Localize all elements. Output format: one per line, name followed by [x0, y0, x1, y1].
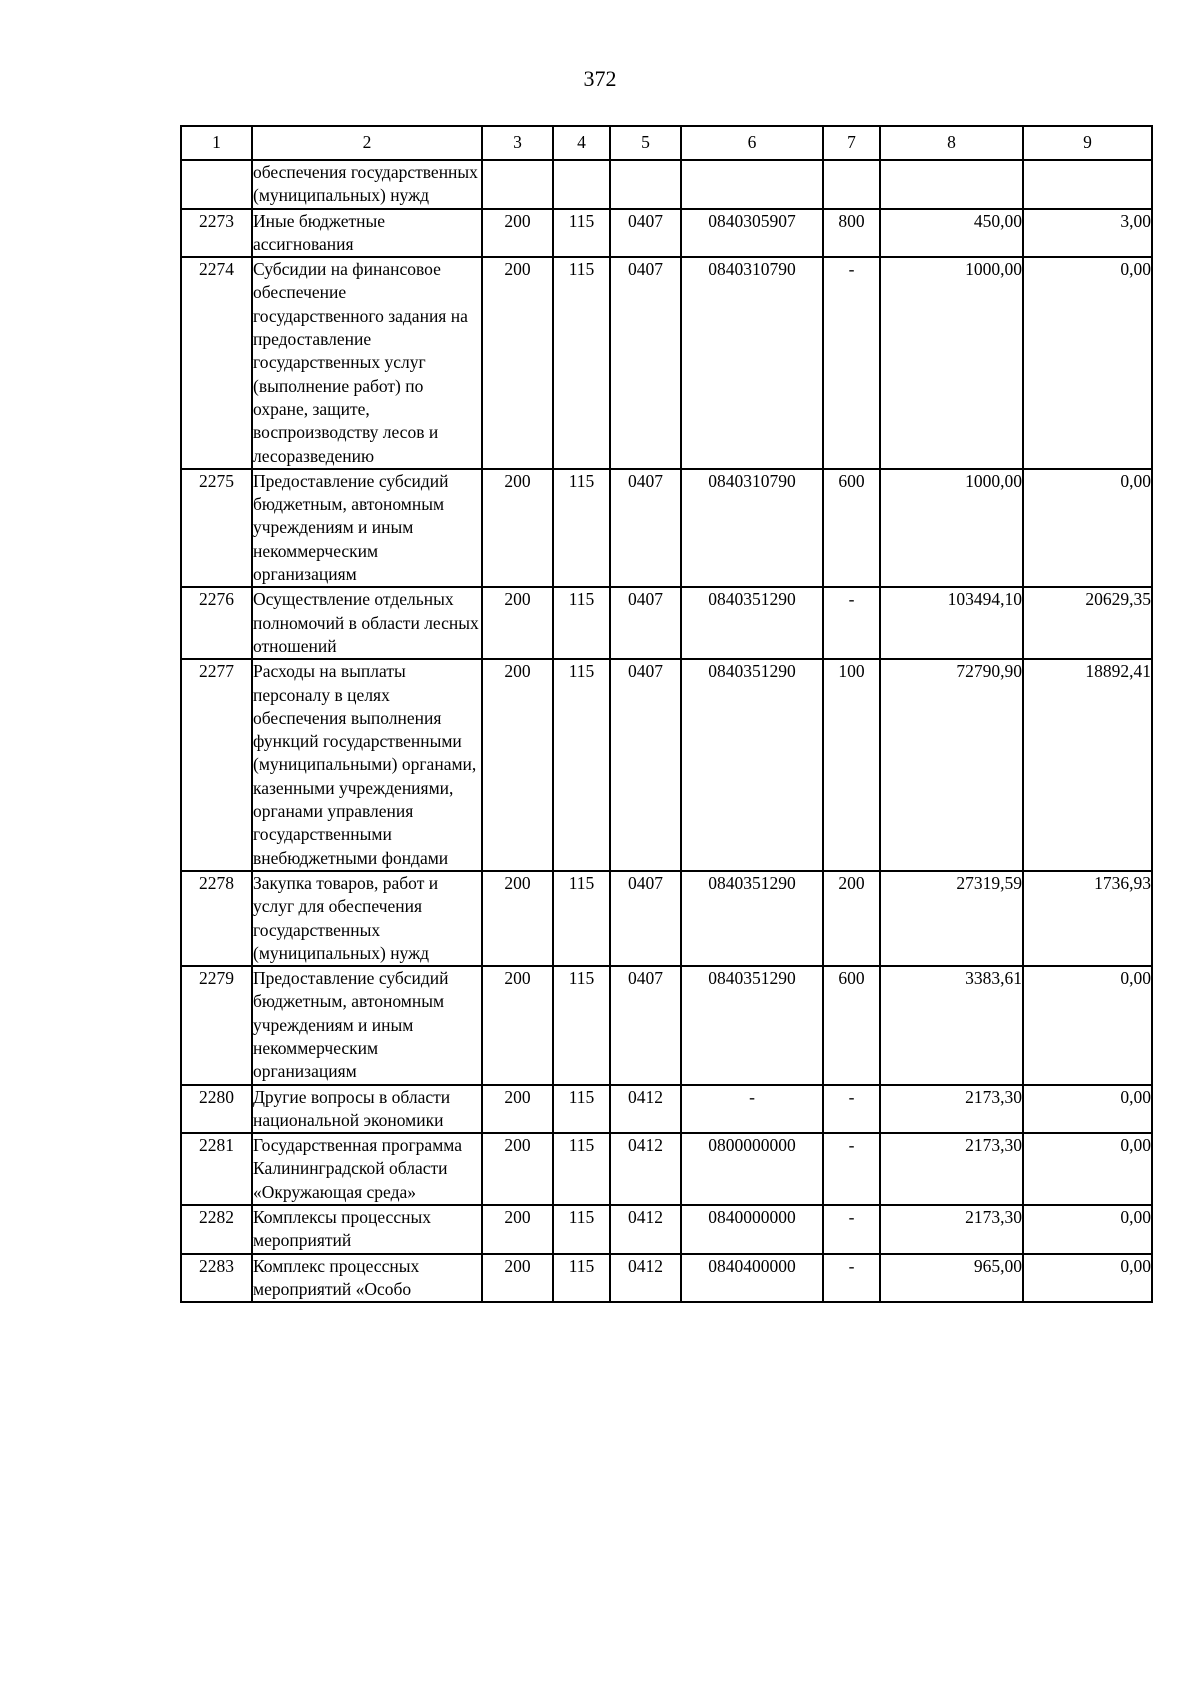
header-row [181, 126, 1152, 160]
row-number: 2278 [181, 871, 252, 966]
cell-col4: 115 [553, 1205, 610, 1254]
cell-col4 [553, 160, 610, 209]
cell-col3: 200 [482, 1085, 553, 1134]
cell-col9: 0,00 [1023, 966, 1152, 1084]
cell-col5: 0407 [610, 966, 681, 1084]
cell-col6: 0840351290 [681, 966, 823, 1084]
cell-col3: 200 [482, 1205, 553, 1254]
column-header: 7 [823, 126, 880, 160]
table-row [181, 257, 1152, 469]
row-description: Иные бюджетные ассигнования [252, 209, 482, 258]
cell-col7: 200 [823, 871, 880, 966]
cell-col4: 115 [553, 1133, 610, 1205]
cell-col7 [823, 160, 880, 209]
cell-col5: 0407 [610, 257, 681, 469]
cell-col8: 3383,61 [880, 966, 1023, 1084]
cell-col8: 72790,90 [880, 659, 1023, 871]
cell-col9: 0,00 [1023, 1205, 1152, 1254]
cell-col9: 3,00 [1023, 209, 1152, 258]
cell-col5 [610, 160, 681, 209]
cell-col9: 0,00 [1023, 1254, 1152, 1303]
cell-col6 [681, 160, 823, 209]
page-number: 372 [583, 66, 617, 91]
cell-col4: 115 [553, 257, 610, 469]
column-header: 9 [1023, 126, 1152, 160]
cell-col8: 1000,00 [880, 469, 1023, 587]
cell-col6: - [681, 1085, 823, 1134]
row-description: Закупка товаров, работ и услуг для обеспечения государственных (муниципальных) нужд [252, 871, 482, 966]
cell-col7: - [823, 1254, 880, 1303]
cell-col4: 115 [553, 209, 610, 258]
table-row [181, 659, 1152, 871]
cell-col4: 115 [553, 966, 610, 1084]
row-number: 2273 [181, 209, 252, 258]
cell-col9: 0,00 [1023, 1085, 1152, 1134]
row-number: 2275 [181, 469, 252, 587]
table-row [181, 1085, 1152, 1134]
cell-col9: 20629,35 [1023, 587, 1152, 659]
table-row [181, 1254, 1152, 1303]
cell-col6: 0840351290 [681, 659, 823, 871]
cell-col3 [482, 160, 553, 209]
cell-col7: - [823, 1085, 880, 1134]
cell-col8 [880, 160, 1023, 209]
table-row [181, 587, 1152, 659]
cell-col6: 0840310790 [681, 469, 823, 587]
row-description: Осуществление отдельных полномочий в области лесных отношений [252, 587, 482, 659]
cell-col4: 115 [553, 1254, 610, 1303]
table-row [181, 1205, 1152, 1254]
cell-col6: 0840305907 [681, 209, 823, 258]
row-description: Государственная программа Калининградской области «Окружающая среда» [252, 1133, 482, 1205]
cell-col5: 0407 [610, 871, 681, 966]
cell-col3: 200 [482, 1254, 553, 1303]
row-description: Предоставление субсидий бюджетным, автономным учреждениям и иным некоммерческим организациям [252, 469, 482, 587]
cell-col4: 115 [553, 469, 610, 587]
cell-col6: 0840351290 [681, 871, 823, 966]
table-row [181, 469, 1152, 587]
row-description: Другие вопросы в области национальной экономики [252, 1085, 482, 1134]
cell-col6: 0840310790 [681, 257, 823, 469]
cell-col5: 0412 [610, 1085, 681, 1134]
cell-col5: 0412 [610, 1254, 681, 1303]
cell-col3: 200 [482, 966, 553, 1084]
cell-col3: 200 [482, 1133, 553, 1205]
cell-col9: 18892,41 [1023, 659, 1152, 871]
row-description: Расходы на выплаты персоналу в целях обеспечения выполнения функций государственными (муниципальными) органами, казенными учреждениями, органами управления государственными внебюджетными фондами [252, 659, 482, 871]
cell-col8: 2173,30 [880, 1133, 1023, 1205]
cell-col3: 200 [482, 257, 553, 469]
cell-col7: 600 [823, 966, 880, 1084]
cell-col4: 115 [553, 587, 610, 659]
cell-col8: 1000,00 [880, 257, 1023, 469]
row-description: обеспечения государственных (муниципальных) нужд [252, 160, 482, 209]
row-number: 2279 [181, 966, 252, 1084]
table-row [181, 160, 1152, 209]
column-header: 1 [181, 126, 252, 160]
cell-col8: 27319,59 [880, 871, 1023, 966]
cell-col3: 200 [482, 659, 553, 871]
cell-col7: - [823, 587, 880, 659]
row-number: 2277 [181, 659, 252, 871]
cell-col7: - [823, 1205, 880, 1254]
cell-col3: 200 [482, 871, 553, 966]
cell-col7: - [823, 1133, 880, 1205]
cell-col3: 200 [482, 469, 553, 587]
row-number: 2276 [181, 587, 252, 659]
row-number: 2274 [181, 257, 252, 469]
row-number: 2282 [181, 1205, 252, 1254]
column-header: 8 [880, 126, 1023, 160]
cell-col7: 600 [823, 469, 880, 587]
cell-col8: 2173,30 [880, 1085, 1023, 1134]
row-description: Предоставление субсидий бюджетным, автономным учреждениям и иным некоммерческим организациям [252, 966, 482, 1084]
table-row [181, 1133, 1152, 1205]
row-number: 2280 [181, 1085, 252, 1134]
cell-col8: 103494,10 [880, 587, 1023, 659]
cell-col7: - [823, 257, 880, 469]
cell-col8: 965,00 [880, 1254, 1023, 1303]
table-row [181, 209, 1152, 258]
column-header: 5 [610, 126, 681, 160]
cell-col9 [1023, 160, 1152, 209]
cell-col7: 800 [823, 209, 880, 258]
cell-col4: 115 [553, 871, 610, 966]
column-header: 6 [681, 126, 823, 160]
column-header: 4 [553, 126, 610, 160]
cell-col8: 2173,30 [880, 1205, 1023, 1254]
cell-col4: 115 [553, 659, 610, 871]
row-number [181, 160, 252, 209]
cell-col9: 0,00 [1023, 257, 1152, 469]
table-row [181, 871, 1152, 966]
cell-col5: 0407 [610, 469, 681, 587]
cell-col4: 115 [553, 1085, 610, 1134]
row-description: Комплекс процессных мероприятий «Особо [252, 1254, 482, 1303]
row-number: 2283 [181, 1254, 252, 1303]
table-row [181, 966, 1152, 1084]
budget-table [180, 125, 1153, 1303]
cell-col5: 0407 [610, 587, 681, 659]
row-number: 2281 [181, 1133, 252, 1205]
cell-col9: 0,00 [1023, 1133, 1152, 1205]
cell-col5: 0407 [610, 659, 681, 871]
cell-col6: 0840400000 [681, 1254, 823, 1303]
row-description: Субсидии на финансовое обеспечение государственного задания на предоставление государственных услуг (выполнение работ) по охране, защите, воспроизводству лесов и лесоразведению [252, 257, 482, 469]
cell-col8: 450,00 [880, 209, 1023, 258]
cell-col5: 0412 [610, 1133, 681, 1205]
cell-col5: 0412 [610, 1205, 681, 1254]
cell-col5: 0407 [610, 209, 681, 258]
cell-col6: 0840000000 [681, 1205, 823, 1254]
column-header: 3 [482, 126, 553, 160]
column-header: 2 [252, 126, 482, 160]
cell-col3: 200 [482, 209, 553, 258]
cell-col6: 0840351290 [681, 587, 823, 659]
cell-col6: 0800000000 [681, 1133, 823, 1205]
row-description: Комплексы процессных мероприятий [252, 1205, 482, 1254]
cell-col9: 1736,93 [1023, 871, 1152, 966]
cell-col3: 200 [482, 587, 553, 659]
cell-col9: 0,00 [1023, 469, 1152, 587]
cell-col7: 100 [823, 659, 880, 871]
